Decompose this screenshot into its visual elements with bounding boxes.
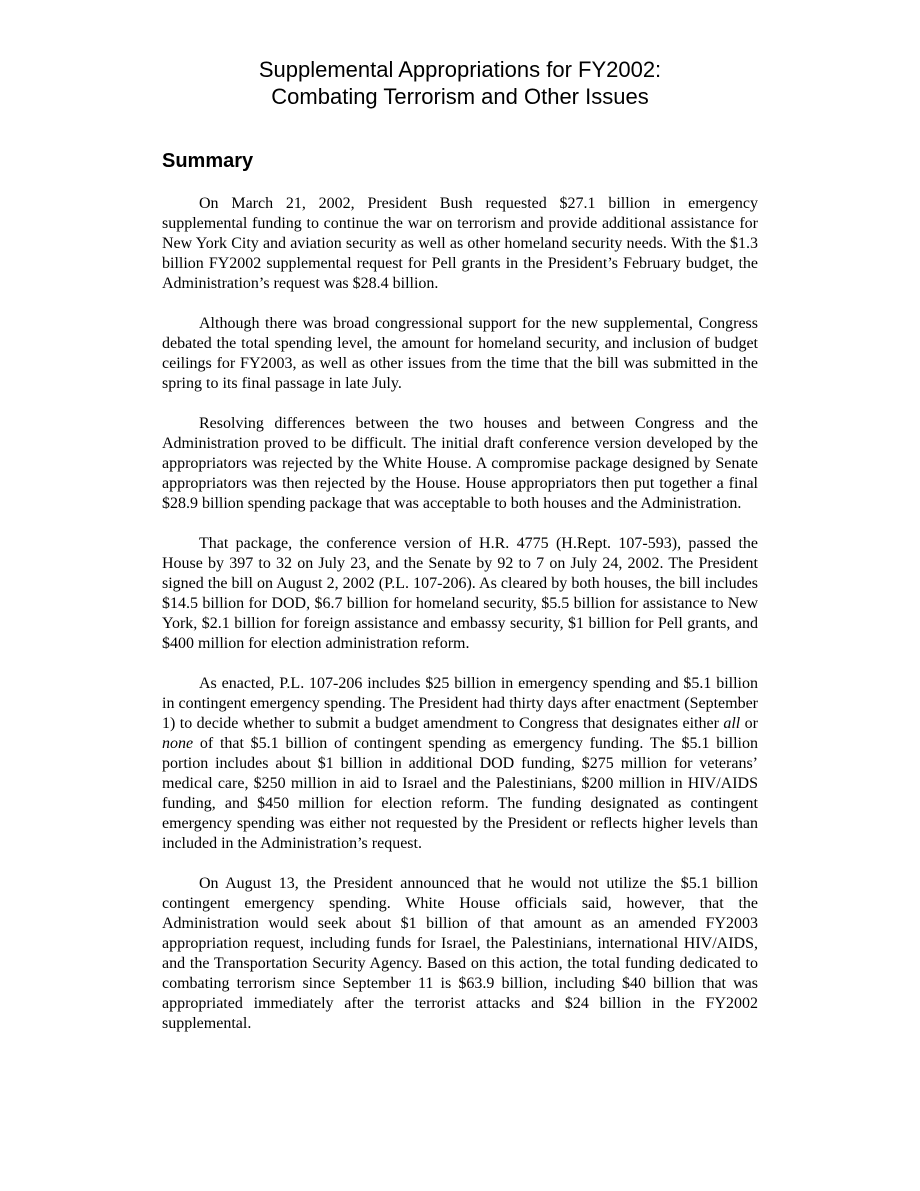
summary-paragraph-1: On March 21, 2002, President Bush requested $27.1 billion in emergency supplemental funding to continue the war on terrorism and provide additional assistance for New York City and aviation security as well as other homeland security needs. With the $1.3 billion FY2002 supplemental request for Pell grants in the President’s February budget, the Administration’s request was $28.4 billion. <box>162 195 758 292</box>
para5-text-end: of that $5.1 billion of contingent spending as emergency funding. The $5.1 billion portion includes about $1 billion in additional DOD funding, $275 million for veterans’ medical care, $250 million in aid to Israel and the Palestinians, $200 million in HIV/AIDS funding, and $450 million for election reform. The funding designated as contingent emergency spending was either not requested by the President or reflects higher levels than included in the Administration’s request. <box>162 735 758 852</box>
para5-emphasis-all: all <box>723 715 741 732</box>
para5-text-start: As enacted, P.L. 107-206 includes $25 billion in emergency spending and $5.1 billion in contingent emergency spending. The President had thirty days after enactment (September 1) to decide whether to submit a budget amendment to Congress that designates either <box>162 675 758 732</box>
summary-heading: Summary <box>162 150 254 172</box>
document-title <box>162 56 758 110</box>
title-line-1: Supplemental Appropriations for FY2002: <box>258 57 662 82</box>
summary-paragraph-3: Resolving differences between the two houses and between Congress and the Administration proved to be difficult. The initial draft conference version developed by the appropriators was rejected by the White House. A compromise package designed by Senate appropriators was then rejected by the House. House appropriators then put together a final $28.9 billion spending package that was acceptable to both houses and the Administration. <box>162 415 758 512</box>
summary-paragraph-5 <box>162 674 758 854</box>
summary-paragraph-4: That package, the conference version of H.R. 4775 (H.Rept. 107-593), passed the House by 397 to 32 on July 23, and the Senate by 92 to 7 on July 24, 2002. The President signed the bill on August 2, 2002 (P.L. 107-206). As cleared by both houses, the bill includes $14.5 billion for DOD, $6.7 billion for homeland security, $5.5 billion for assistance to New York, $2.1 billion for foreign assistance and embassy security, $1 billion for Pell grants, and $400 million for election administration reform. <box>162 535 758 652</box>
para5-emphasis-none: none <box>162 735 194 752</box>
para5-text-or: or <box>740 715 759 732</box>
title-line-2: Combating Terrorism and Other Issues <box>271 84 649 109</box>
summary-paragraph-2: Although there was broad congressional support for the new supplemental, Congress debated the total spending level, the amount for homeland security, and inclusion of budget ceilings for FY2003, as well as other issues from the time that the bill was submitted in the spring to its final passage in late July. <box>162 315 758 392</box>
document-page <box>162 56 758 1054</box>
summary-paragraph-6: On August 13, the President announced that he would not utilize the $5.1 billion contingent emergency spending. White House officials said, however, that the Administration would seek about $1 billion of that amount as an amended FY2003 appropriation request, including funds for Israel, the Palestinians, international HIV/AIDS, and the Transportation Security Agency. Based on this action, the total funding dedicated to combating terrorism since September 11 is $63.9 billion, including $40 billion that was appropriated immediately after the terrorist attacks and $24 billion in the FY2002 supplemental. <box>162 875 758 1032</box>
